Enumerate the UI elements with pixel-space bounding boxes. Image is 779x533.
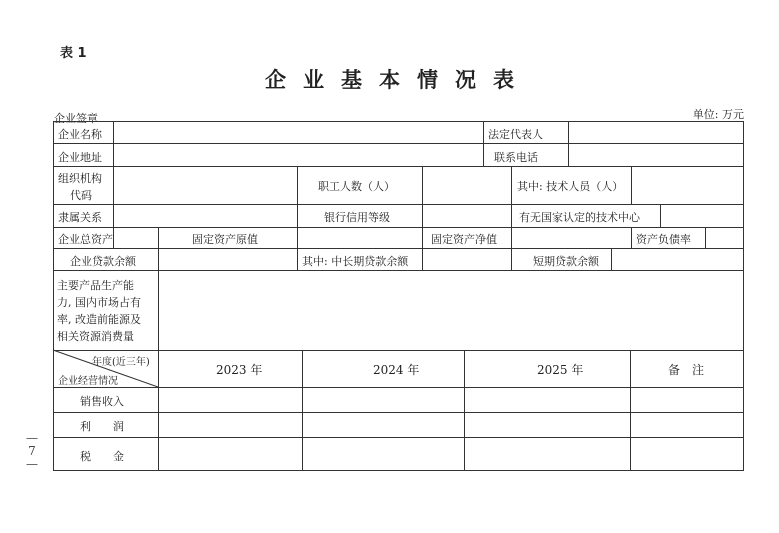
label-legal-rep: 法定代表人 [488,128,543,141]
year-2025: 2025 年 [537,363,584,377]
label-sales: 销售收入 [80,395,124,408]
label-address: 企业地址 [58,151,102,164]
label-long-term-loan: 其中: 中长期贷款余额 [302,255,409,268]
diag-label-operations: 企业经营情况 [58,376,118,387]
label-profit: 利 润 [80,420,124,433]
label-tech-center: 有无国家认定的技术中心 [519,211,640,224]
label-phone: 联系电话 [494,151,538,164]
page-dash-bottom: — [26,457,38,471]
page-number [22,432,42,471]
label-products-4: 相关资源消费量 [57,330,134,343]
label-total-assets: 企业总资产 [58,233,113,246]
label-org-code-1: 组织机构 [58,172,102,185]
page-number-value: 7 [28,444,36,458]
label-bank-credit: 银行信用等级 [324,211,390,224]
label-loan-balance: 企业贷款余额 [70,255,136,268]
label-tech-staff: 其中: 技术人员（人） [517,180,624,193]
label-products-1: 主要产品生产能 [57,279,134,292]
label-products-2: 力, 国内市场占有 [57,296,141,309]
label-products-3: 率, 改造前能源及 [57,313,141,326]
diag-label-year: 年度(近三年) [92,357,150,368]
label-short-term-loan: 短期贷款余额 [533,255,599,268]
seal-label: 企业签章 [54,112,98,125]
label-fixed-net: 固定资产净值 [431,233,497,246]
page-title: 企业基本情况表 [265,67,531,92]
label-tax: 税 金 [80,450,124,463]
label-remarks: 备 注 [668,363,705,377]
label-affiliation: 隶属关系 [58,211,102,224]
page-dash-top: — [26,431,38,445]
label-debt-ratio: 资产负债率 [636,233,691,246]
label-org-code-2: 代码 [70,189,92,202]
year-2023: 2023 年 [216,363,263,377]
table-label: 表 1 [60,46,87,61]
unit-label: 单位: 万元 [692,108,744,121]
year-2024: 2024 年 [373,363,420,377]
label-employees: 职工人数（人） [318,180,395,193]
label-fixed-original: 固定资产原值 [192,233,258,246]
label-company-name: 企业名称 [58,128,102,141]
